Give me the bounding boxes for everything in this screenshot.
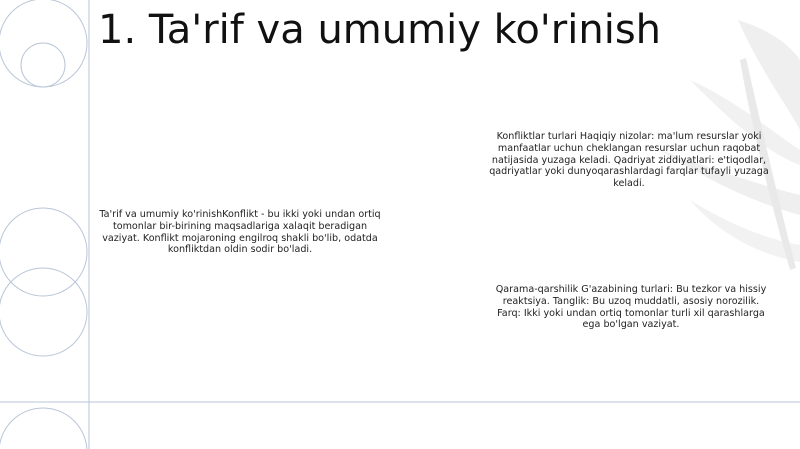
- decorative-circles-icon: [0, 0, 87, 449]
- confrontation-types-text: Qarama-qarshilik G'azabining turlari: Bu tezkor va hissiy reaktsiya. Tanglik: Bu uzoq muddatli, asosiy norozilik. Farq: Ikki yoki undan ortiq tomonlar turli xil qarashlarga ega bo'lgan vaziyat.: [495, 284, 767, 331]
- slide-title: 1. Ta'rif va umumiy ko'rinish: [98, 7, 662, 53]
- definition-text: Ta'rif va umumiy ko'rinishKonflikt - bu ikki yoki undan ortiq tomonlar bir-birining maqsadlariga xalaqit beradigan vaziyat. Konflikt mojaroning engilroq shakli bo'lib, odatda konfliktdan oldin sodir bo'ladi.: [99, 209, 381, 256]
- conflict-types-text: Konfliktlar turlari Haqiqiy nizolar: ma'lum resurslar yoki manfaatlar uchun cheklangan resurslar uchun raqobat natijasida yuzaga keladi. Qadriyat ziddiyatlari: e'tiqodlar, qadriyatlar yoki dunyoqarashlardagi farqlar tufayli yuzaga keladi.: [489, 131, 769, 190]
